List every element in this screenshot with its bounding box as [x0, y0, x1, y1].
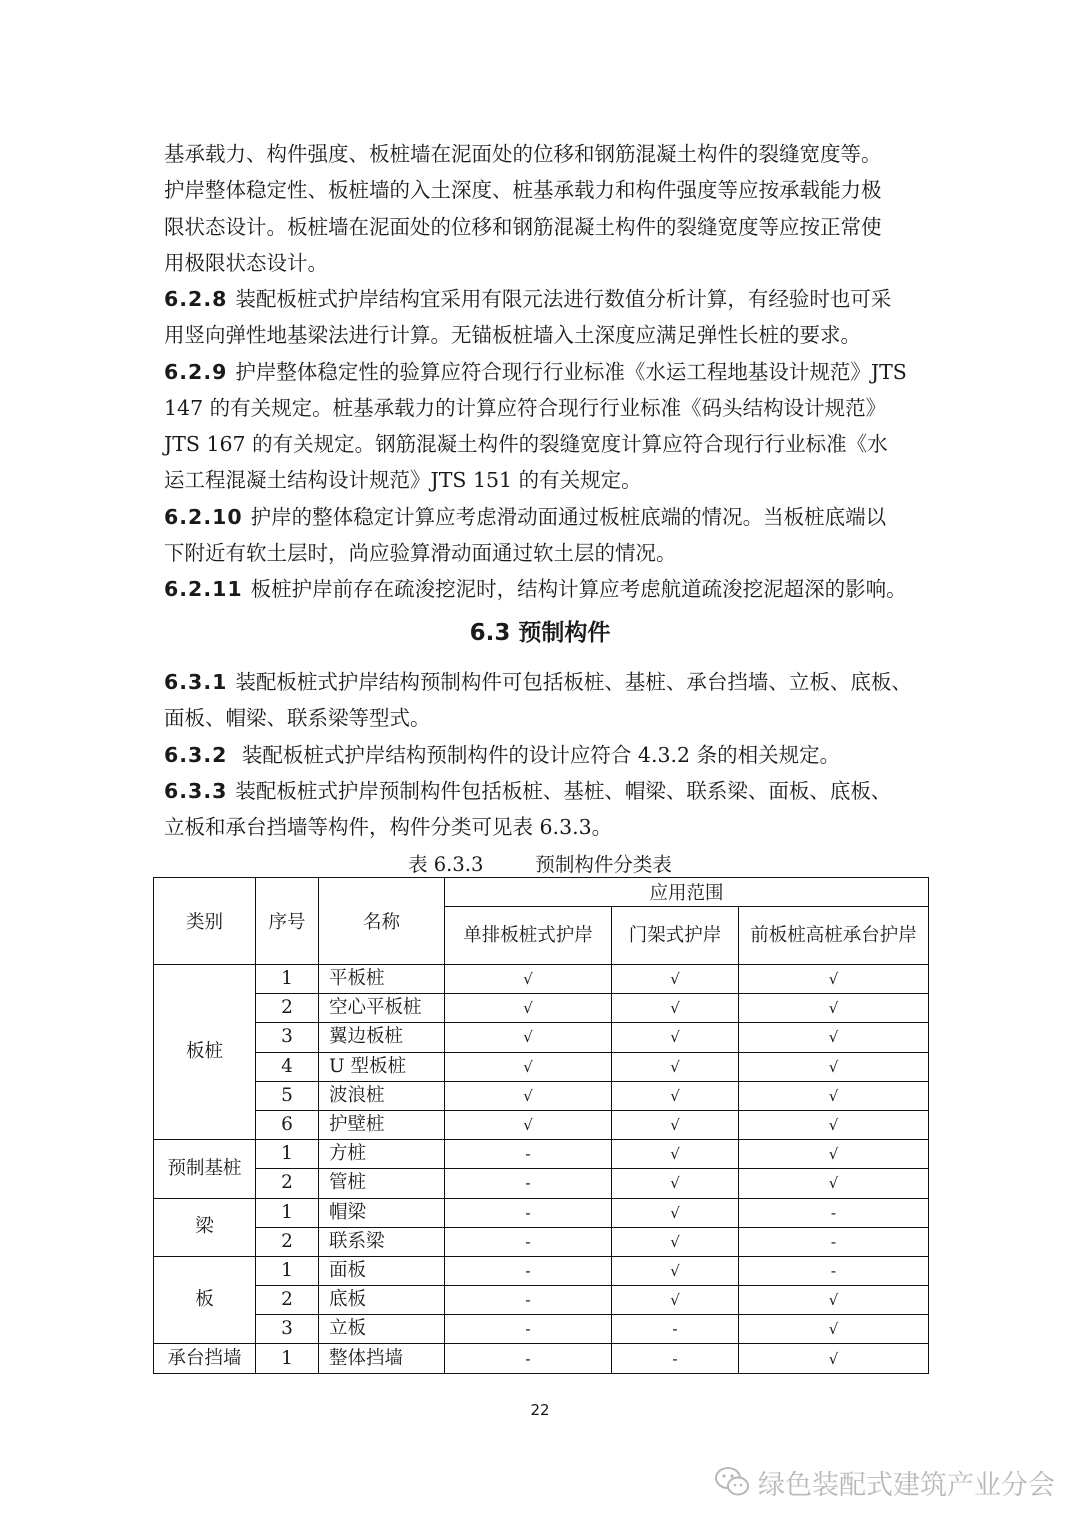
applicability-cell: √	[612, 965, 739, 994]
clause-6-2-9	[164, 354, 918, 390]
applicability-cell: -	[445, 1169, 612, 1198]
applicability-cell: √	[739, 1110, 929, 1139]
applicability-cell: -	[739, 1227, 929, 1256]
index-cell: 1	[256, 1256, 319, 1285]
intro-line: 基承载力、构件强度、板桩墙在泥面处的位移和钢筋混凝土构件的裂缝宽度等。	[164, 142, 882, 166]
table-row	[154, 1286, 929, 1315]
applicability-cell: -	[445, 1227, 612, 1256]
table-row	[154, 1140, 929, 1169]
clause-text: 147 的有关规定。桩基承载力的计算应符合现行行业标准《码头结构设计规范》	[164, 395, 887, 420]
applicability-cell: √	[739, 1315, 929, 1344]
name-cell: 立板	[319, 1315, 445, 1344]
applicability-cell: √	[445, 965, 612, 994]
name-cell: 翼边板桩	[319, 1023, 445, 1052]
name-cell: 管桩	[319, 1169, 445, 1198]
name-cell: 护壁桩	[319, 1110, 445, 1139]
watermark	[714, 1462, 1055, 1502]
applicability-cell: √	[612, 1023, 739, 1052]
header-scope-single-row: 单排板桩式护岸	[445, 907, 612, 965]
clause-6-2-8	[164, 281, 918, 317]
header-index: 序号	[256, 878, 319, 965]
clause-text: 运工程混凝土结构设计规范》JTS 151 的有关规定。	[164, 468, 642, 493]
applicability-cell: √	[739, 965, 929, 994]
table-row	[154, 1169, 929, 1198]
category-cell: 承台挡墙	[154, 1344, 256, 1373]
name-cell: 方桩	[319, 1140, 445, 1169]
category-cell: 梁	[154, 1198, 256, 1256]
watermark-text: 绿色装配式建筑产业分会	[758, 1469, 1055, 1501]
table-row	[154, 1344, 929, 1373]
applicability-cell: √	[445, 1081, 612, 1110]
clause-number: 6.3.2	[164, 742, 228, 767]
applicability-cell: √	[739, 1081, 929, 1110]
applicability-cell: √	[445, 1023, 612, 1052]
applicability-cell: √	[739, 1140, 929, 1169]
table-caption-number: 表 6.3.3	[408, 853, 484, 876]
category-cell: 板	[154, 1256, 256, 1344]
clause-text: 装配板桩式护岸结构预制构件的设计应符合 4.3.2 条的相关规定。	[235, 742, 841, 767]
index-cell: 2	[256, 1227, 319, 1256]
applicability-cell: -	[612, 1315, 739, 1344]
applicability-cell: -	[739, 1256, 929, 1285]
index-cell: 4	[256, 1052, 319, 1081]
table-row	[154, 1227, 929, 1256]
clause-text: 护岸整体稳定性的验算应符合现行行业标准《水运工程地基设计规范》JTS	[235, 359, 907, 384]
clause-number: 6.2.8	[164, 287, 228, 311]
table-row	[154, 1023, 929, 1052]
header-category: 类别	[154, 878, 256, 965]
clause-number: 6.3.3	[164, 778, 228, 803]
clause-6-3-2	[164, 737, 918, 773]
clause-text: 装配板桩式护岸结构宜采用有限元法进行数值分析计算，有经验时也可采	[235, 287, 892, 311]
clause-text: 板桩护岸前存在疏浚挖泥时，结构计算应考虑航道疏浚挖泥超深的影响。	[250, 577, 907, 602]
header-name: 名称	[319, 878, 445, 965]
intro-line: 护岸整体稳定性、板桩墙的入土深度、桩基承载力和构件强度等应按承载能力极	[164, 178, 882, 203]
category-cell: 板桩	[154, 965, 256, 1140]
applicability-cell: √	[612, 1227, 739, 1256]
name-cell: 空心平板桩	[319, 994, 445, 1023]
applicability-cell: -	[739, 1198, 929, 1227]
clause-text: 下附近有软土层时，尚应验算滑动面通过软土层的情况。	[164, 541, 677, 566]
name-cell: 整体挡墙	[319, 1344, 445, 1373]
table-row	[154, 1198, 929, 1227]
clause-6-3-1	[164, 664, 918, 700]
index-cell: 1	[256, 1140, 319, 1169]
component-classification-table	[153, 877, 929, 1374]
applicability-cell: -	[445, 1315, 612, 1344]
applicability-cell: √	[612, 1286, 739, 1315]
clauses-6-3	[164, 664, 918, 845]
applicability-cell: √	[445, 1052, 612, 1081]
applicability-cell: √	[612, 1256, 739, 1285]
applicability-cell: √	[612, 1140, 739, 1169]
clause-number: 6.2.11	[164, 577, 243, 602]
table-row	[154, 1110, 929, 1139]
clause-text: 装配板桩式护岸预制构件包括板桩、基桩、帽梁、联系梁、面板、底板、	[235, 778, 892, 803]
index-cell: 2	[256, 1286, 319, 1315]
table-body	[154, 965, 929, 1374]
clause-text: 用竖向弹性地基梁法进行计算。无锚板桩墙入土深度应满足弹性长桩的要求。	[164, 323, 861, 348]
applicability-cell: -	[445, 1286, 612, 1315]
table-caption	[0, 849, 1080, 877]
name-cell: 面板	[319, 1256, 445, 1285]
page-number: 22	[530, 1401, 550, 1419]
table-row	[154, 1081, 929, 1110]
applicability-cell: √	[612, 994, 739, 1023]
index-cell: 1	[256, 965, 319, 994]
category-cell: 预制基桩	[154, 1140, 256, 1198]
intro-paragraph	[164, 136, 918, 281]
name-cell: 波浪桩	[319, 1081, 445, 1110]
applicability-cell: √	[739, 1169, 929, 1198]
header-scope-high-pile: 前板桩高桩承台护岸	[739, 907, 929, 965]
index-cell: 3	[256, 1315, 319, 1344]
name-cell: 底板	[319, 1286, 445, 1315]
applicability-cell: √	[445, 1110, 612, 1139]
index-cell: 3	[256, 1023, 319, 1052]
header-scope: 应用范围	[445, 878, 929, 907]
table-row	[154, 994, 929, 1023]
clause-text: JTS 167 的有关规定。钢筋混凝土构件的裂缝宽度计算应符合现行行业标准《水	[164, 432, 888, 457]
name-cell: 帽梁	[319, 1198, 445, 1227]
applicability-cell: √	[612, 1081, 739, 1110]
clause-text: 装配板桩式护岸结构预制构件可包括板桩、基桩、承台挡墙、立板、底板、	[235, 670, 912, 694]
section-title: 6.3 预制构件	[469, 620, 611, 646]
applicability-cell: -	[445, 1344, 612, 1373]
clause-number: 6.3.1	[164, 670, 228, 694]
index-cell: 1	[256, 1198, 319, 1227]
intro-line: 限状态设计。板桩墙在泥面处的位移和钢筋混凝土构件的裂缝宽度等应按正常使	[164, 214, 882, 239]
index-cell: 5	[256, 1081, 319, 1110]
wechat-icon	[714, 1466, 750, 1498]
applicability-cell: √	[739, 1286, 929, 1315]
clause-number: 6.2.9	[164, 359, 228, 384]
applicability-cell: √	[445, 994, 612, 1023]
index-cell: 1	[256, 1344, 319, 1373]
name-cell: U 型板桩	[319, 1052, 445, 1081]
clause-6-2-11	[164, 571, 918, 607]
applicability-cell: √	[612, 1110, 739, 1139]
clause-text: 面板、帽梁、联系梁等型式。	[164, 706, 431, 731]
applicability-cell: √	[612, 1052, 739, 1081]
clause-6-3-3	[164, 773, 918, 809]
applicability-cell: -	[445, 1198, 612, 1227]
applicability-cell: √	[612, 1198, 739, 1227]
applicability-cell: √	[739, 1344, 929, 1373]
applicability-cell: √	[739, 994, 929, 1023]
applicability-cell: √	[612, 1169, 739, 1198]
header-scope-portal: 门架式护岸	[612, 907, 739, 965]
table-caption-title: 预制构件分类表	[535, 853, 672, 876]
clause-6-2-10	[164, 499, 918, 535]
name-cell: 平板桩	[319, 965, 445, 994]
index-cell: 2	[256, 994, 319, 1023]
applicability-cell: -	[445, 1140, 612, 1169]
index-cell: 2	[256, 1169, 319, 1198]
clause-text: 护岸的整体稳定计算应考虑滑动面通过板桩底端的情况。当板桩底端以	[250, 504, 887, 529]
applicability-cell: -	[612, 1344, 739, 1373]
table-row	[154, 1256, 929, 1285]
table-row	[154, 1052, 929, 1081]
clause-text: 立板和承台挡墙等构件，构件分类可见表 6.3.3。	[164, 815, 613, 840]
applicability-cell: -	[445, 1256, 612, 1285]
name-cell: 联系梁	[319, 1227, 445, 1256]
table-row	[154, 1315, 929, 1344]
clause-number: 6.2.10	[164, 504, 243, 529]
applicability-cell: √	[739, 1052, 929, 1081]
intro-line: 用极限状态设计。	[164, 250, 328, 275]
index-cell: 6	[256, 1110, 319, 1139]
clauses-6-2	[164, 281, 918, 608]
table-row	[154, 965, 929, 994]
applicability-cell: √	[739, 1023, 929, 1052]
